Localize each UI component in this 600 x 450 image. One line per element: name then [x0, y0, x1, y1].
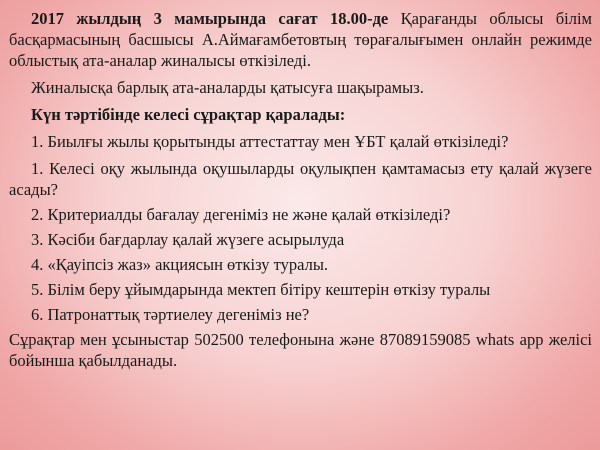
- agenda-item: 3. Кәсіби бағдарлау қалай жүзеге асырылуда: [31, 230, 345, 249]
- intro-text: Қарағанды облысы білім басқармасының басшысы А.Аймағамбетовтың төрағалығымен онлайн режимде облыстық ата-аналар жиналысы өткізіледі.: [9, 9, 592, 70]
- agenda-item: 5. Білім беру ұйымдарында мектеп бітіру кештерін өткізу туралы: [31, 280, 491, 299]
- agenda-heading: Күн тәртібінде келесі сұрақтар қаралады:: [31, 105, 346, 124]
- agenda-item: 1. Биылғы жылы қорытынды аттестаттау мен ҰБТ қалай өткізіледі?: [31, 132, 509, 151]
- agenda-item: 2. Критериалды бағалау дегеніміз не және қалай өткізіледі?: [31, 205, 451, 224]
- contact-paragraph: Сұрақтар мен ұсыныстар 502500 телефонына және 87089159085 whats app желісі бойынша қабылданады.: [9, 330, 592, 370]
- agenda-item: 6. Патронаттық тәртиелеу дегеніміз не?: [31, 305, 310, 324]
- meeting-datetime: 2017 жылдың 3 мамырында сағат 18.00-де: [31, 9, 389, 28]
- agenda-item: 4. «Қауіпсіз жаз» акциясын өткізу туралы.: [31, 255, 329, 274]
- intro-paragraph: [9, 8, 592, 71]
- invitation-text: Жиналысқа барлық ата-аналарды қатысуға шақырамыз.: [31, 78, 424, 97]
- agenda-item: 1. Келесі оқу жылында оқушыларды оқулықпен қамтамасыз ету қалай жүзеге асады?: [9, 159, 592, 199]
